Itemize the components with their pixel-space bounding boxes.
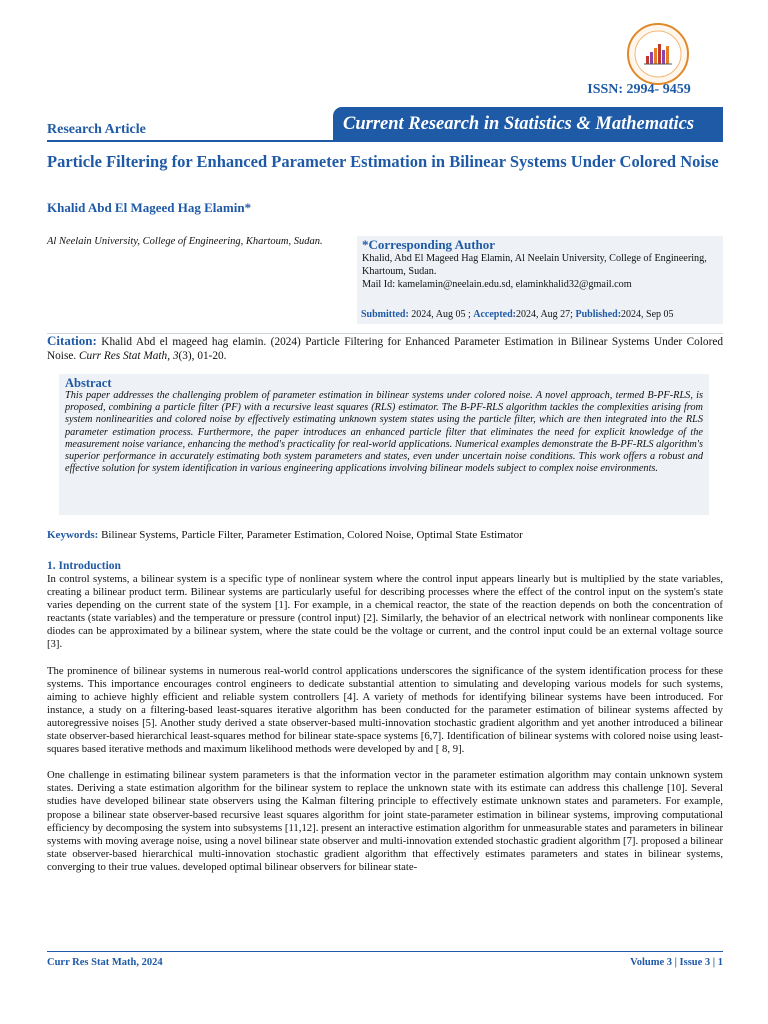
submitted-label: Submitted: — [361, 309, 409, 320]
footer-rule — [47, 951, 723, 952]
citation-issue: (3), 01-20. — [178, 349, 227, 362]
corresponding-author-details: Khalid, Abd El Mageed Hag Elamin, Al Neelain University, College of Engineering, Khartoum, Sudan. — [362, 253, 707, 277]
corresponding-author-heading: *Corresponding Author — [362, 237, 496, 252]
publication-dates — [361, 309, 723, 320]
introduction-body — [47, 573, 723, 887]
footer-volume: Volume 3 | Issue 3 | 1 — [630, 957, 723, 968]
submitted-date: 2024, Aug 05 ; — [411, 309, 471, 320]
keywords-text: Bilinear Systems, Particle Filter, Parameter Estimation, Colored Noise, Optimal State Estimator — [101, 529, 523, 541]
citation-block — [47, 333, 723, 363]
footer-journal: Curr Res Stat Math, 2024 — [47, 957, 163, 968]
citation-journal: Curr Res Stat Math, 3 — [79, 349, 179, 362]
abstract-heading: Abstract — [65, 376, 112, 390]
paragraph: The prominence of bilinear systems in numerous real-world control applications underscores the significance of the system identification process for these systems. This importance encourages control engineers to dedicate substantial attention to simulating and developing various models for such systems, aiming to achieve highly efficient and reliable system controllers [4]. A variety of methods for identifying bilinear systems have been introduced. For instance, a study on a filtering-based least-squares iterative algorithm has been conducted for the parameter estimation of bilinear systems affected by autoregressive noises [5]. Another study derived a state observer-based multi-innovation stochastic gradient algorithm and yet another introduced a bilinear state observer-based hierarchical least-squares method for bilinear state-space systems [6,7]. Identification of bilinear systems with colored noise using least-squares based iterative methods and maximum likelihood methods were developed by and [ 8, 9]. — [47, 664, 723, 756]
citation-label: Citation: — [47, 333, 97, 348]
abstract-text: This paper addresses the challenging problem of parameter estimation in bilinear systems under colored noise. A novel approach, termed B-PF-RLS, is proposed, combining a particle filter (PF) with a recursive least squares (RLS) estimator. The B-PF-RLS algorithm tackles the complexities arising from system nonlinearities and colored noise by effectively estimating unknown system states using the particle filter, which are then integrated into the RLS parameter estimation process. Furthermore, the paper introduces an enhanced particle filter that eliminates the need for explicit knowledge of the measurement noise variance, enhancing the method's practicality for real-world applications. Numerical examples demonstrate the B-PF-RLS algorithm's superior performance in accurately estimating both system parameters and states, even under uncertain noise conditions. This work offers a robust and effective solution for system identification in various engineering applications involving bilinear models subject to complex noise environments. — [65, 390, 703, 475]
published-date: 2024, Sep 05 — [621, 309, 674, 320]
paragraph: In control systems, a bilinear system is a specific type of nonlinear system where the control input appears linearly but is multiplied by the state variables, creating a bilinear product term. Bilinear systems are particularly useful for describing processes where the effect of the control input on the system's state varies depending on the current state of the system [1]. For example, in a chemical reactor, the state of the reaction depends on both the concentration of reactants (state variables) and the temperature or pressure (control input) [2]. Similarly, the behavior of an electrical network with nonlinear components like diodes can be approximated by a bilinear system, where the state could be the voltage or current, and the control input could be an external voltage source [3]. — [47, 573, 723, 651]
article-type: Research Article — [47, 122, 146, 137]
journal-logo — [626, 22, 690, 86]
keywords-label: Keywords: — [47, 529, 99, 541]
issn-label: ISSN: 2994- 9459 — [587, 82, 691, 97]
page-title: Particle Filtering for Enhanced Parameter Estimation in Bilinear Systems Under Colored Noise — [47, 152, 719, 171]
citation-text: Khalid Abd el mageed hag elamin. (2024) Particle Filtering for Enhanced Parameter Estimation in Bilinear Systems Under Colored Noise. — [47, 336, 723, 362]
affiliation: Al Neelain University, College of Engineering, Khartoum, Sudan. — [47, 236, 323, 247]
author-line: Khalid Abd El Mageed Hag Elamin* — [47, 200, 252, 215]
abstract-box — [59, 374, 709, 515]
introduction-heading: 1. Introduction — [47, 560, 121, 572]
journal-banner: Current Research in Statistics & Mathematics — [333, 107, 723, 142]
published-label: Published: — [575, 309, 622, 320]
corresponding-author-mail[interactable]: Mail Id: kamelamin@neelain.edu.sd, elaminkhalid32@gmail.com — [362, 279, 632, 290]
accepted-date: 2024, Aug 27; — [516, 309, 573, 320]
keywords-line — [47, 529, 723, 541]
accepted-label: Accepted: — [473, 309, 517, 320]
paragraph: One challenge in estimating bilinear system parameters is that the information vector in the parameter estimation algorithm may contain unknown system states. Deriving a state estimation algorithm for the bilinear system to replace the unknown state with its estimate can address this challenge [10]. Several studies have developed bilinear state observers using the Kalman filtering principle to effectively estimate unknown states and parameters. For example, propose a bilinear state observer-based recursive least squares algorithm for joint state-parameter estimation in bilinear systems, improving computational efficiency by decomposing the system into subsystems [11,12]. present an interactive estimation algorithm for unmeasurable states and parameters in bilinear systems with moving average noise, using a novel bilinear state observer and multi-innovation extended stochastic gradient algorithm [7]. proposed a bilinear state observer-based hierarchical multi-innovation stochastic gradient algorithm that effectively estimates parameters and states in bilinear systems, converging to their true values. developed optimal bilinear observers for bilinear state- — [47, 769, 723, 873]
